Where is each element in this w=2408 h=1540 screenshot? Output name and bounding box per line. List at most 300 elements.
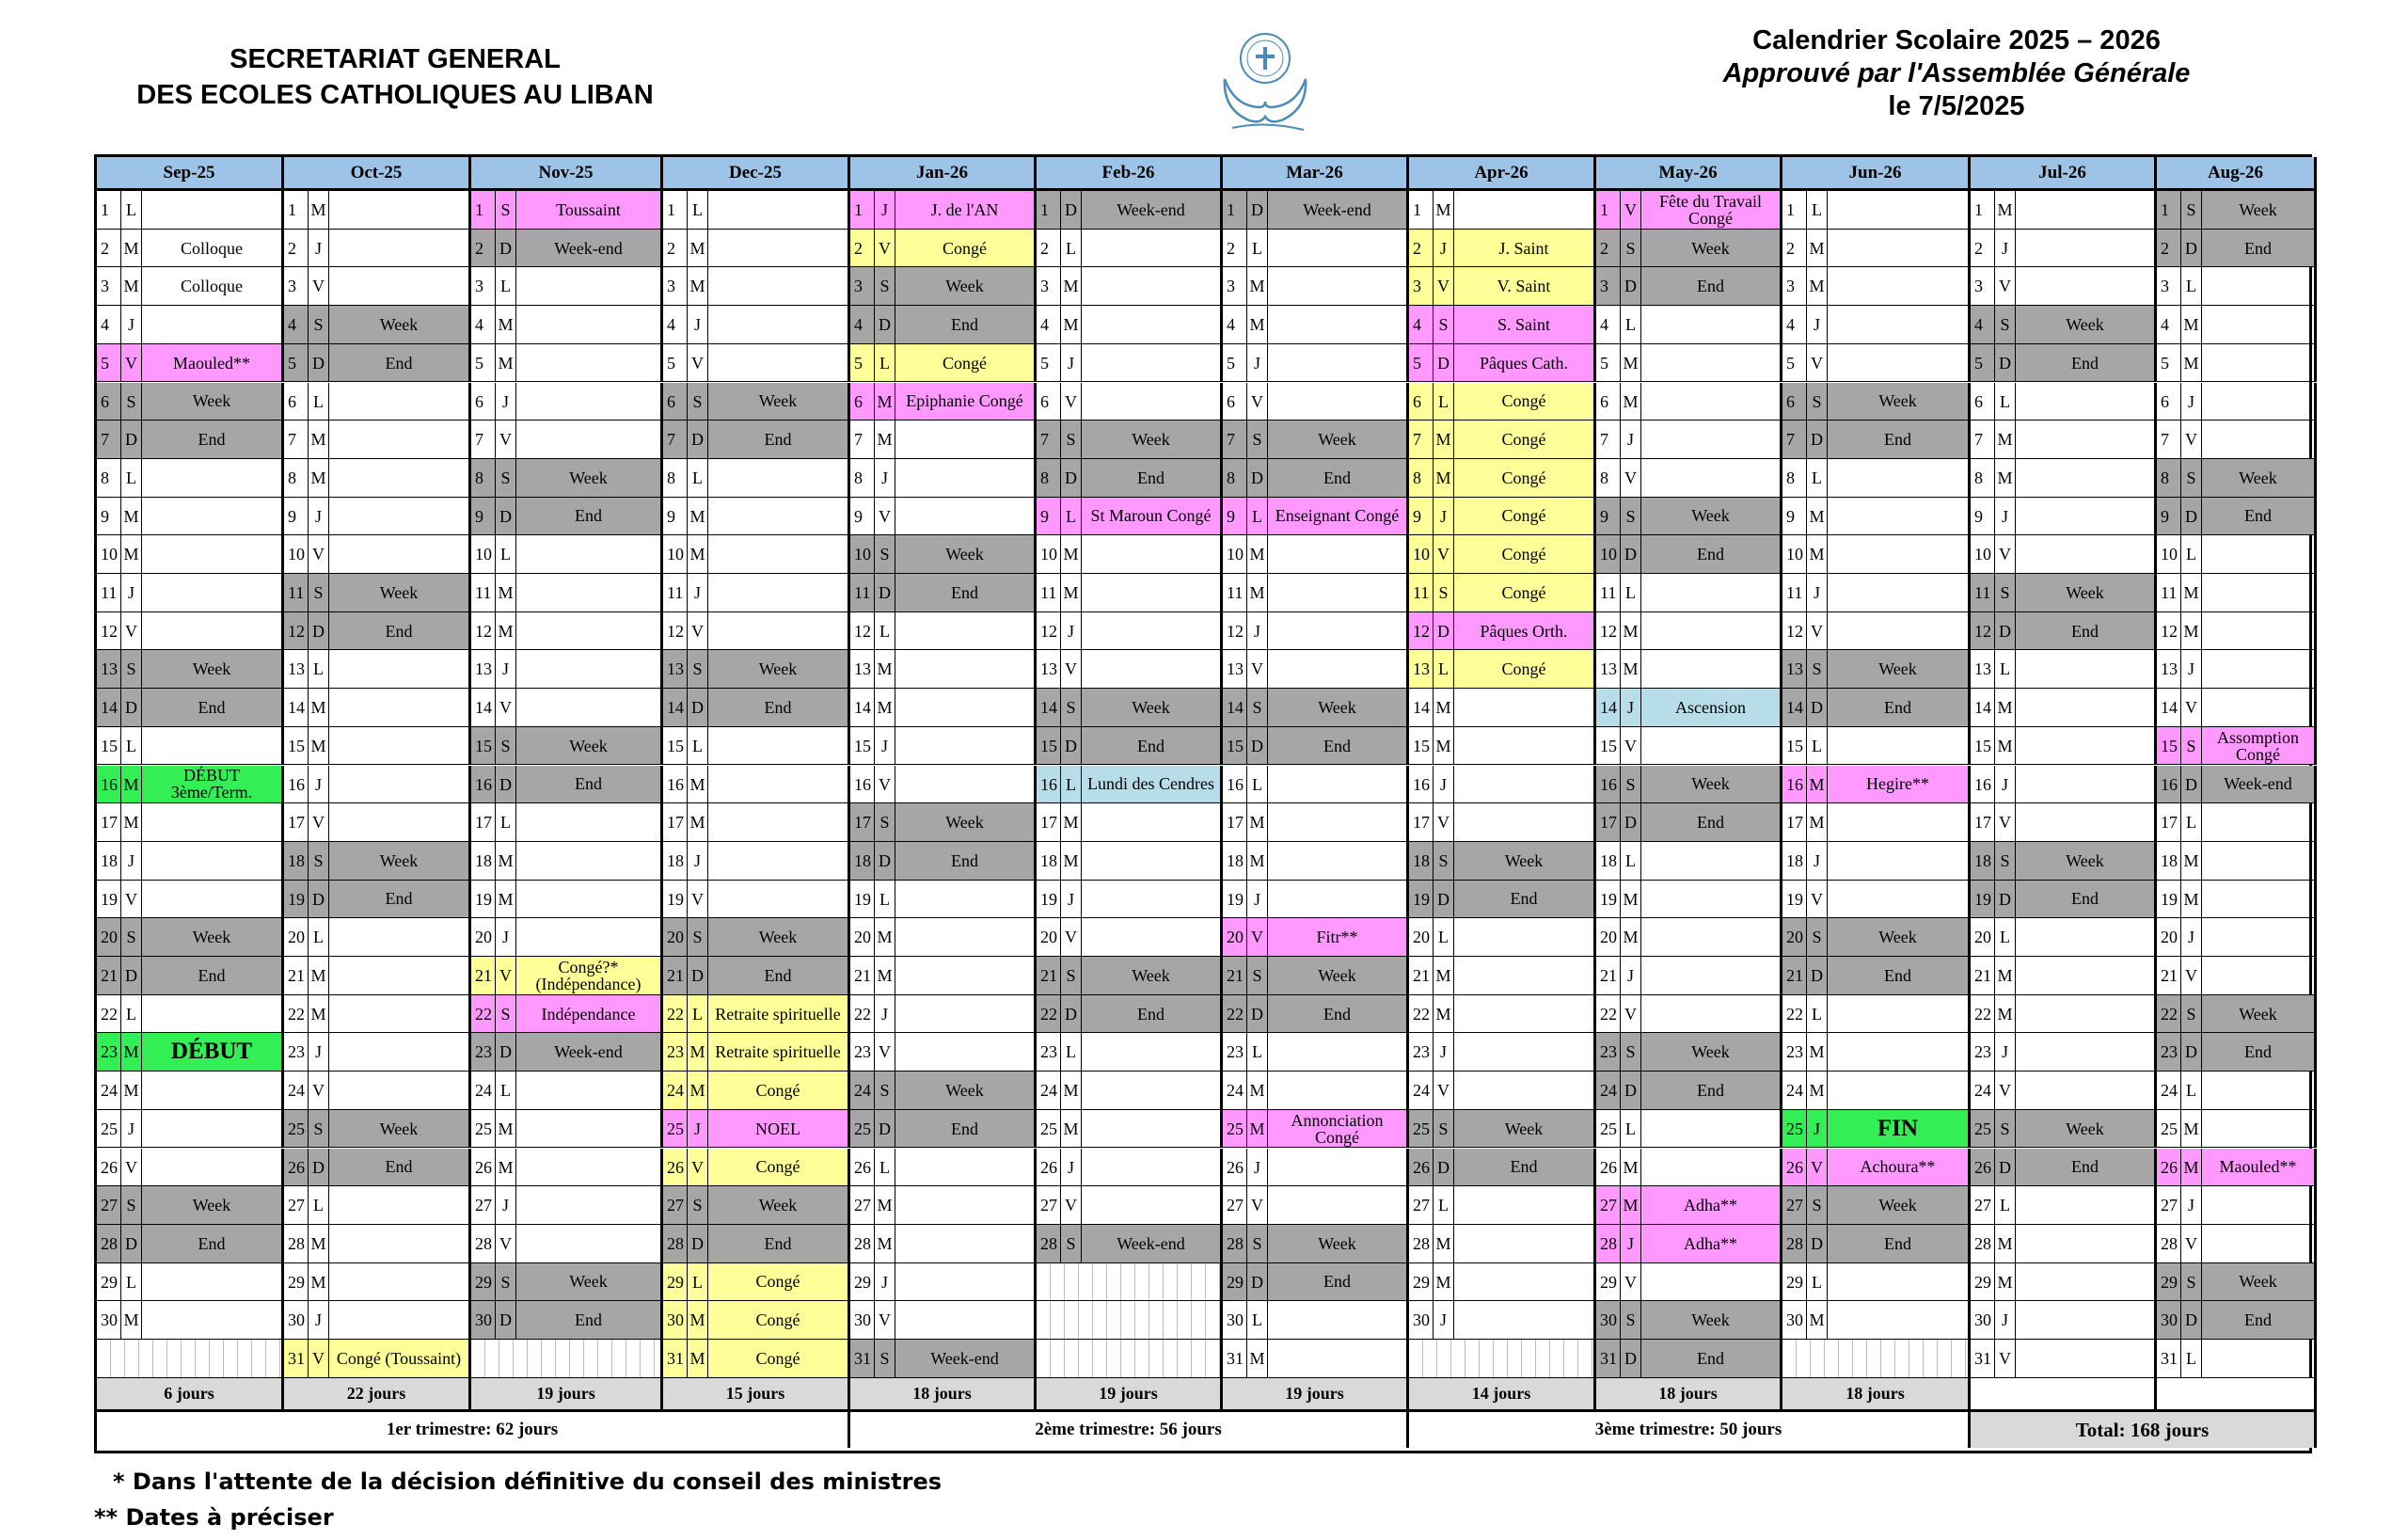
day-event	[1454, 1186, 1596, 1225]
weekday-letter: J	[875, 727, 895, 766]
day-number: 10	[471, 535, 496, 574]
weekday-letter: M	[1995, 727, 2016, 766]
day-number: 17	[1782, 803, 1807, 842]
day-number: 10	[1971, 535, 1995, 574]
day-event	[1828, 727, 1971, 766]
day-event	[142, 1110, 284, 1149]
day-event: Week	[1641, 766, 1782, 804]
weekday-letter: J	[309, 230, 329, 268]
day-event	[1641, 344, 1782, 383]
weekday-letter: D	[1995, 344, 2016, 383]
weekday-letter: S	[1061, 957, 1082, 995]
day-event	[329, 1301, 471, 1340]
day-number: 26	[663, 1149, 688, 1187]
day-event	[2202, 267, 2317, 306]
weekday-letter: D	[496, 1033, 516, 1072]
day-event	[895, 1301, 1037, 1340]
weekday-letter: D	[309, 344, 329, 383]
day-event: Week	[1828, 918, 1971, 957]
day-number: 8	[850, 459, 875, 498]
day-event	[1641, 421, 1782, 459]
weekday-letter: J	[1434, 230, 1454, 268]
day-number: 26	[97, 1149, 121, 1187]
weekday-letter: M	[1061, 803, 1082, 842]
day-number: 12	[850, 612, 875, 651]
day-event: Colloque	[142, 267, 284, 306]
day-number: 2	[1782, 230, 1807, 268]
day-number: 19	[284, 881, 309, 919]
day-event	[1828, 267, 1971, 306]
day-number: 7	[2157, 421, 2181, 459]
day-event	[2016, 957, 2157, 995]
day-event	[329, 1072, 471, 1110]
day-event: Pâques Cath.	[1454, 344, 1596, 383]
day-event: Week-end	[895, 1340, 1037, 1378]
day-number: 15	[1971, 727, 1995, 766]
weekday-letter: L	[309, 383, 329, 421]
day-number: 8	[1409, 459, 1434, 498]
day-event	[708, 766, 850, 804]
day-number: 8	[1971, 459, 1995, 498]
day-event: Congé	[708, 1340, 850, 1378]
day-event: Week	[1454, 842, 1596, 881]
day-number: 3	[1409, 267, 1434, 306]
day-event	[1641, 995, 1782, 1034]
weekday-letter: D	[2181, 766, 2202, 804]
day-event: Hegire**	[1828, 766, 1971, 804]
day-event: End	[2016, 881, 2157, 919]
weekday-letter: J	[1807, 1110, 1828, 1149]
day-event	[329, 689, 471, 727]
day-event	[895, 689, 1037, 727]
weekday-letter: M	[2181, 881, 2202, 919]
day-event: Retraite spirituelle	[708, 1033, 850, 1072]
day-number: 11	[663, 574, 688, 612]
day-event: End	[329, 344, 471, 383]
day-event	[329, 650, 471, 689]
day-event	[1082, 230, 1223, 268]
day-number: 17	[1971, 803, 1995, 842]
day-number: 3	[1037, 267, 1061, 306]
calendar-title: Calendrier Scolaire 2025 – 2026	[1752, 25, 2161, 56]
day-event: Week	[2016, 1110, 2157, 1149]
weekday-letter: M	[121, 498, 142, 536]
weekday-letter: M	[1434, 1225, 1454, 1263]
day-number: 11	[1037, 574, 1061, 612]
weekday-letter: D	[1061, 995, 1082, 1034]
day-event: End	[2016, 612, 2157, 651]
day-number: 26	[1782, 1149, 1807, 1187]
weekday-letter: V	[1807, 612, 1828, 651]
day-event: Week	[329, 842, 471, 881]
day-event: Week	[895, 1072, 1037, 1110]
weekday-letter: S	[1995, 1110, 2016, 1149]
day-event	[1641, 612, 1782, 651]
weekday-letter: L	[2181, 803, 2202, 842]
day-number: 10	[850, 535, 875, 574]
weekday-letter: M	[1995, 689, 2016, 727]
day-event	[516, 803, 663, 842]
day-number: 15	[1409, 727, 1434, 766]
day-number: 23	[97, 1033, 121, 1072]
day-event	[2016, 1263, 2157, 1302]
day-number: 25	[1223, 1110, 1247, 1149]
day-number: 29	[1971, 1263, 1995, 1302]
day-number: 3	[850, 267, 875, 306]
day-number: 13	[1037, 650, 1061, 689]
day-event	[329, 230, 471, 268]
weekday-letter: S	[688, 1186, 708, 1225]
weekday-letter: S	[875, 1072, 895, 1110]
day-event: Indépendance	[516, 995, 663, 1034]
day-event: Congé	[1454, 574, 1596, 612]
day-event	[142, 1149, 284, 1187]
day-number: 6	[284, 383, 309, 421]
weekday-letter: V	[688, 344, 708, 383]
day-number: 3	[97, 267, 121, 306]
weekday-letter: L	[875, 1149, 895, 1187]
day-event: Week	[1454, 1110, 1596, 1149]
month-total-days: 19 jours	[1223, 1378, 1409, 1412]
day-number: 16	[284, 766, 309, 804]
day-event	[516, 612, 663, 651]
weekday-letter: S	[1434, 842, 1454, 881]
day-event	[329, 957, 471, 995]
day-number: 30	[1596, 1301, 1621, 1340]
day-number: 7	[97, 421, 121, 459]
day-number: 19	[471, 881, 496, 919]
weekday-letter: S	[688, 650, 708, 689]
day-number: 16	[97, 766, 121, 804]
day-event: Assomption Congé	[2202, 727, 2317, 766]
day-number: 25	[2157, 1110, 2181, 1149]
weekday-letter: M	[1995, 459, 2016, 498]
weekday-letter: M	[1995, 191, 2016, 230]
day-number: 29	[850, 1263, 875, 1302]
day-number: 16	[471, 766, 496, 804]
weekday-letter: S	[1995, 306, 2016, 344]
month-header: Oct-25	[284, 157, 471, 191]
day-number: 5	[2157, 344, 2181, 383]
day-number: 15	[97, 727, 121, 766]
day-number: 10	[1596, 535, 1621, 574]
weekday-letter: M	[1621, 650, 1641, 689]
weekday-letter: V	[121, 881, 142, 919]
day-event	[2202, 383, 2317, 421]
day-event: Congé	[895, 344, 1037, 383]
day-event: End	[516, 766, 663, 804]
day-number: 21	[850, 957, 875, 995]
day-event: Week	[895, 267, 1037, 306]
day-number: 28	[1782, 1225, 1807, 1263]
day-number: 5	[284, 344, 309, 383]
month-total-days: 15 jours	[663, 1378, 850, 1412]
day-number: 30	[1971, 1301, 1995, 1340]
day-event	[142, 612, 284, 651]
weekday-letter: S	[1621, 766, 1641, 804]
day-number: 4	[97, 306, 121, 344]
day-number: 16	[663, 766, 688, 804]
weekday-letter: D	[2181, 1033, 2202, 1072]
day-event	[142, 803, 284, 842]
day-number: 15	[663, 727, 688, 766]
empty-day-cell	[97, 1340, 284, 1378]
day-number: 15	[1596, 727, 1621, 766]
weekday-letter: M	[688, 230, 708, 268]
day-number: 2	[1971, 230, 1995, 268]
day-event: Week	[1082, 689, 1223, 727]
day-event	[708, 727, 850, 766]
day-event: Week	[329, 574, 471, 612]
day-number: 2	[1223, 230, 1247, 268]
weekday-letter: V	[1995, 1340, 2016, 1378]
day-event: V. Saint	[1454, 267, 1596, 306]
day-event: Congé	[1454, 650, 1596, 689]
weekday-letter: M	[688, 766, 708, 804]
weekday-letter: D	[1621, 1072, 1641, 1110]
day-number: 29	[284, 1263, 309, 1302]
day-number: 16	[1037, 766, 1061, 804]
day-event: End	[708, 957, 850, 995]
weekday-letter: M	[309, 995, 329, 1034]
weekday-letter: L	[1807, 459, 1828, 498]
day-event	[1082, 383, 1223, 421]
day-event	[2202, 1072, 2317, 1110]
day-number: 21	[2157, 957, 2181, 995]
month-header: Feb-26	[1037, 157, 1223, 191]
day-event: Maouled**	[2202, 1149, 2317, 1187]
weekday-letter: M	[309, 191, 329, 230]
weekday-letter: V	[496, 1225, 516, 1263]
day-event	[1828, 995, 1971, 1034]
weekday-letter: V	[121, 344, 142, 383]
day-number: 31	[663, 1340, 688, 1378]
weekday-letter: S	[688, 383, 708, 421]
weekday-letter: M	[1621, 612, 1641, 651]
weekday-letter: L	[688, 1263, 708, 1302]
day-event	[1268, 803, 1409, 842]
weekday-letter: L	[688, 727, 708, 766]
trimester-total: 1er trimestre: 62 jours	[97, 1412, 850, 1448]
day-number: 12	[471, 612, 496, 651]
day-event	[516, 574, 663, 612]
weekday-letter: D	[121, 689, 142, 727]
day-event: Week	[1268, 1225, 1409, 1263]
day-number: 12	[663, 612, 688, 651]
day-number: 4	[1223, 306, 1247, 344]
day-number: 27	[471, 1186, 496, 1225]
day-number: 22	[284, 995, 309, 1034]
day-event	[1641, 1263, 1782, 1302]
weekday-letter: L	[1247, 1033, 1268, 1072]
day-event	[142, 574, 284, 612]
day-number: 14	[2157, 689, 2181, 727]
day-event: Congé?* (Indépendance)	[516, 957, 663, 995]
weekday-letter: M	[1434, 1263, 1454, 1302]
day-event	[1454, 191, 1596, 230]
day-event	[329, 918, 471, 957]
month-total-days: 18 jours	[850, 1378, 1037, 1412]
day-event	[2202, 842, 2317, 881]
weekday-letter: M	[875, 957, 895, 995]
day-number: 27	[284, 1186, 309, 1225]
weekday-letter: M	[1807, 1033, 1828, 1072]
day-number: 12	[1782, 612, 1807, 651]
day-event: Week	[1641, 498, 1782, 536]
day-event: Week	[2016, 306, 2157, 344]
day-event: Annonciation Congé	[1268, 1110, 1409, 1149]
day-number: 22	[2157, 995, 2181, 1034]
weekday-letter: M	[1247, 535, 1268, 574]
day-number: 23	[1782, 1033, 1807, 1072]
weekday-letter: V	[875, 1301, 895, 1340]
weekday-letter: M	[1807, 267, 1828, 306]
day-event	[329, 535, 471, 574]
day-event	[2202, 881, 2317, 919]
weekday-letter: V	[309, 267, 329, 306]
weekday-letter: S	[875, 267, 895, 306]
weekday-letter: J	[309, 1301, 329, 1340]
weekday-letter: M	[1247, 1110, 1268, 1149]
day-event: Week	[1268, 421, 1409, 459]
day-event	[2016, 727, 2157, 766]
day-event: End	[708, 689, 850, 727]
weekday-letter: L	[1807, 727, 1828, 766]
day-number: 9	[1037, 498, 1061, 536]
weekday-letter: M	[121, 535, 142, 574]
day-event	[895, 957, 1037, 995]
day-event: Week	[329, 1110, 471, 1149]
day-event	[329, 995, 471, 1034]
day-number: 21	[97, 957, 121, 995]
day-event: Week	[895, 535, 1037, 574]
day-event	[895, 421, 1037, 459]
day-number: 10	[1782, 535, 1807, 574]
weekday-letter: M	[1807, 230, 1828, 268]
day-number: 15	[471, 727, 496, 766]
day-number: 7	[1223, 421, 1247, 459]
day-event: Week	[516, 459, 663, 498]
weekday-letter: V	[2181, 421, 2202, 459]
day-number: 30	[1223, 1301, 1247, 1340]
weekday-letter: D	[309, 612, 329, 651]
day-number: 7	[284, 421, 309, 459]
day-number: 9	[284, 498, 309, 536]
day-number: 24	[1971, 1072, 1995, 1110]
weekday-letter: M	[496, 1110, 516, 1149]
weekday-letter: S	[1247, 421, 1268, 459]
footnotes	[94, 1464, 942, 1535]
day-event: Week	[1828, 383, 1971, 421]
weekday-letter: S	[2181, 995, 2202, 1034]
day-number: 27	[1971, 1186, 1995, 1225]
day-number: 17	[1223, 803, 1247, 842]
day-number: 7	[1971, 421, 1995, 459]
day-number: 30	[1409, 1301, 1434, 1340]
day-number: 24	[850, 1072, 875, 1110]
day-event: End	[1641, 1340, 1782, 1378]
weekday-letter: D	[1807, 1225, 1828, 1263]
weekday-letter: M	[309, 459, 329, 498]
weekday-letter: S	[309, 574, 329, 612]
day-number: 26	[1596, 1149, 1621, 1187]
day-event	[329, 459, 471, 498]
day-event: End	[2202, 1301, 2317, 1340]
weekday-letter: M	[121, 230, 142, 268]
day-number: 9	[663, 498, 688, 536]
day-number: 29	[663, 1263, 688, 1302]
day-event: Week	[516, 727, 663, 766]
day-event	[1268, 267, 1409, 306]
day-number: 30	[284, 1301, 309, 1340]
day-number: 15	[2157, 727, 2181, 766]
day-number: 5	[1409, 344, 1434, 383]
day-number: 4	[663, 306, 688, 344]
weekday-letter: D	[1434, 612, 1454, 651]
day-event: End	[142, 957, 284, 995]
day-event: Maouled**	[142, 344, 284, 383]
day-number: 15	[1223, 727, 1247, 766]
weekday-letter: L	[1807, 995, 1828, 1034]
weekday-letter: V	[1061, 1186, 1082, 1225]
day-event	[1082, 612, 1223, 651]
day-number: 17	[2157, 803, 2181, 842]
weekday-letter: S	[2181, 459, 2202, 498]
weekday-letter: S	[121, 918, 142, 957]
weekday-letter: L	[496, 535, 516, 574]
weekday-letter: V	[1247, 918, 1268, 957]
weekday-letter: V	[1995, 1072, 2016, 1110]
day-event: End	[1268, 1263, 1409, 1302]
day-event: Week	[708, 650, 850, 689]
day-number: 23	[1971, 1033, 1995, 1072]
day-number: 21	[1971, 957, 1995, 995]
day-number: 12	[1596, 612, 1621, 651]
day-event: End	[1082, 995, 1223, 1034]
weekday-letter: D	[2181, 498, 2202, 536]
day-number: 11	[1782, 574, 1807, 612]
day-event: Adha**	[1641, 1225, 1782, 1263]
weekday-letter: V	[1247, 1186, 1268, 1225]
day-event: End	[895, 574, 1037, 612]
day-event: Enseignant Congé	[1268, 498, 1409, 536]
day-event	[2016, 1072, 2157, 1110]
day-number: 29	[471, 1263, 496, 1302]
day-number: 12	[284, 612, 309, 651]
day-number: 10	[1037, 535, 1061, 574]
weekday-letter: J	[1621, 689, 1641, 727]
month-total-days: 19 jours	[1037, 1378, 1223, 1412]
day-number: 8	[1596, 459, 1621, 498]
day-event	[2202, 1110, 2317, 1149]
weekday-letter: M	[688, 267, 708, 306]
day-number: 19	[2157, 881, 2181, 919]
day-event: Congé	[1454, 383, 1596, 421]
weekday-letter: L	[1995, 383, 2016, 421]
day-number: 6	[1037, 383, 1061, 421]
day-event	[516, 1110, 663, 1149]
weekday-letter: V	[1807, 881, 1828, 919]
weekday-letter: D	[1247, 191, 1268, 230]
day-event	[708, 881, 850, 919]
day-event	[142, 881, 284, 919]
day-number: 16	[850, 766, 875, 804]
day-event	[1268, 881, 1409, 919]
year-total: Total: 168 jours	[1971, 1412, 2317, 1448]
day-number: 10	[97, 535, 121, 574]
day-event	[1268, 766, 1409, 804]
day-event: End	[895, 1110, 1037, 1149]
